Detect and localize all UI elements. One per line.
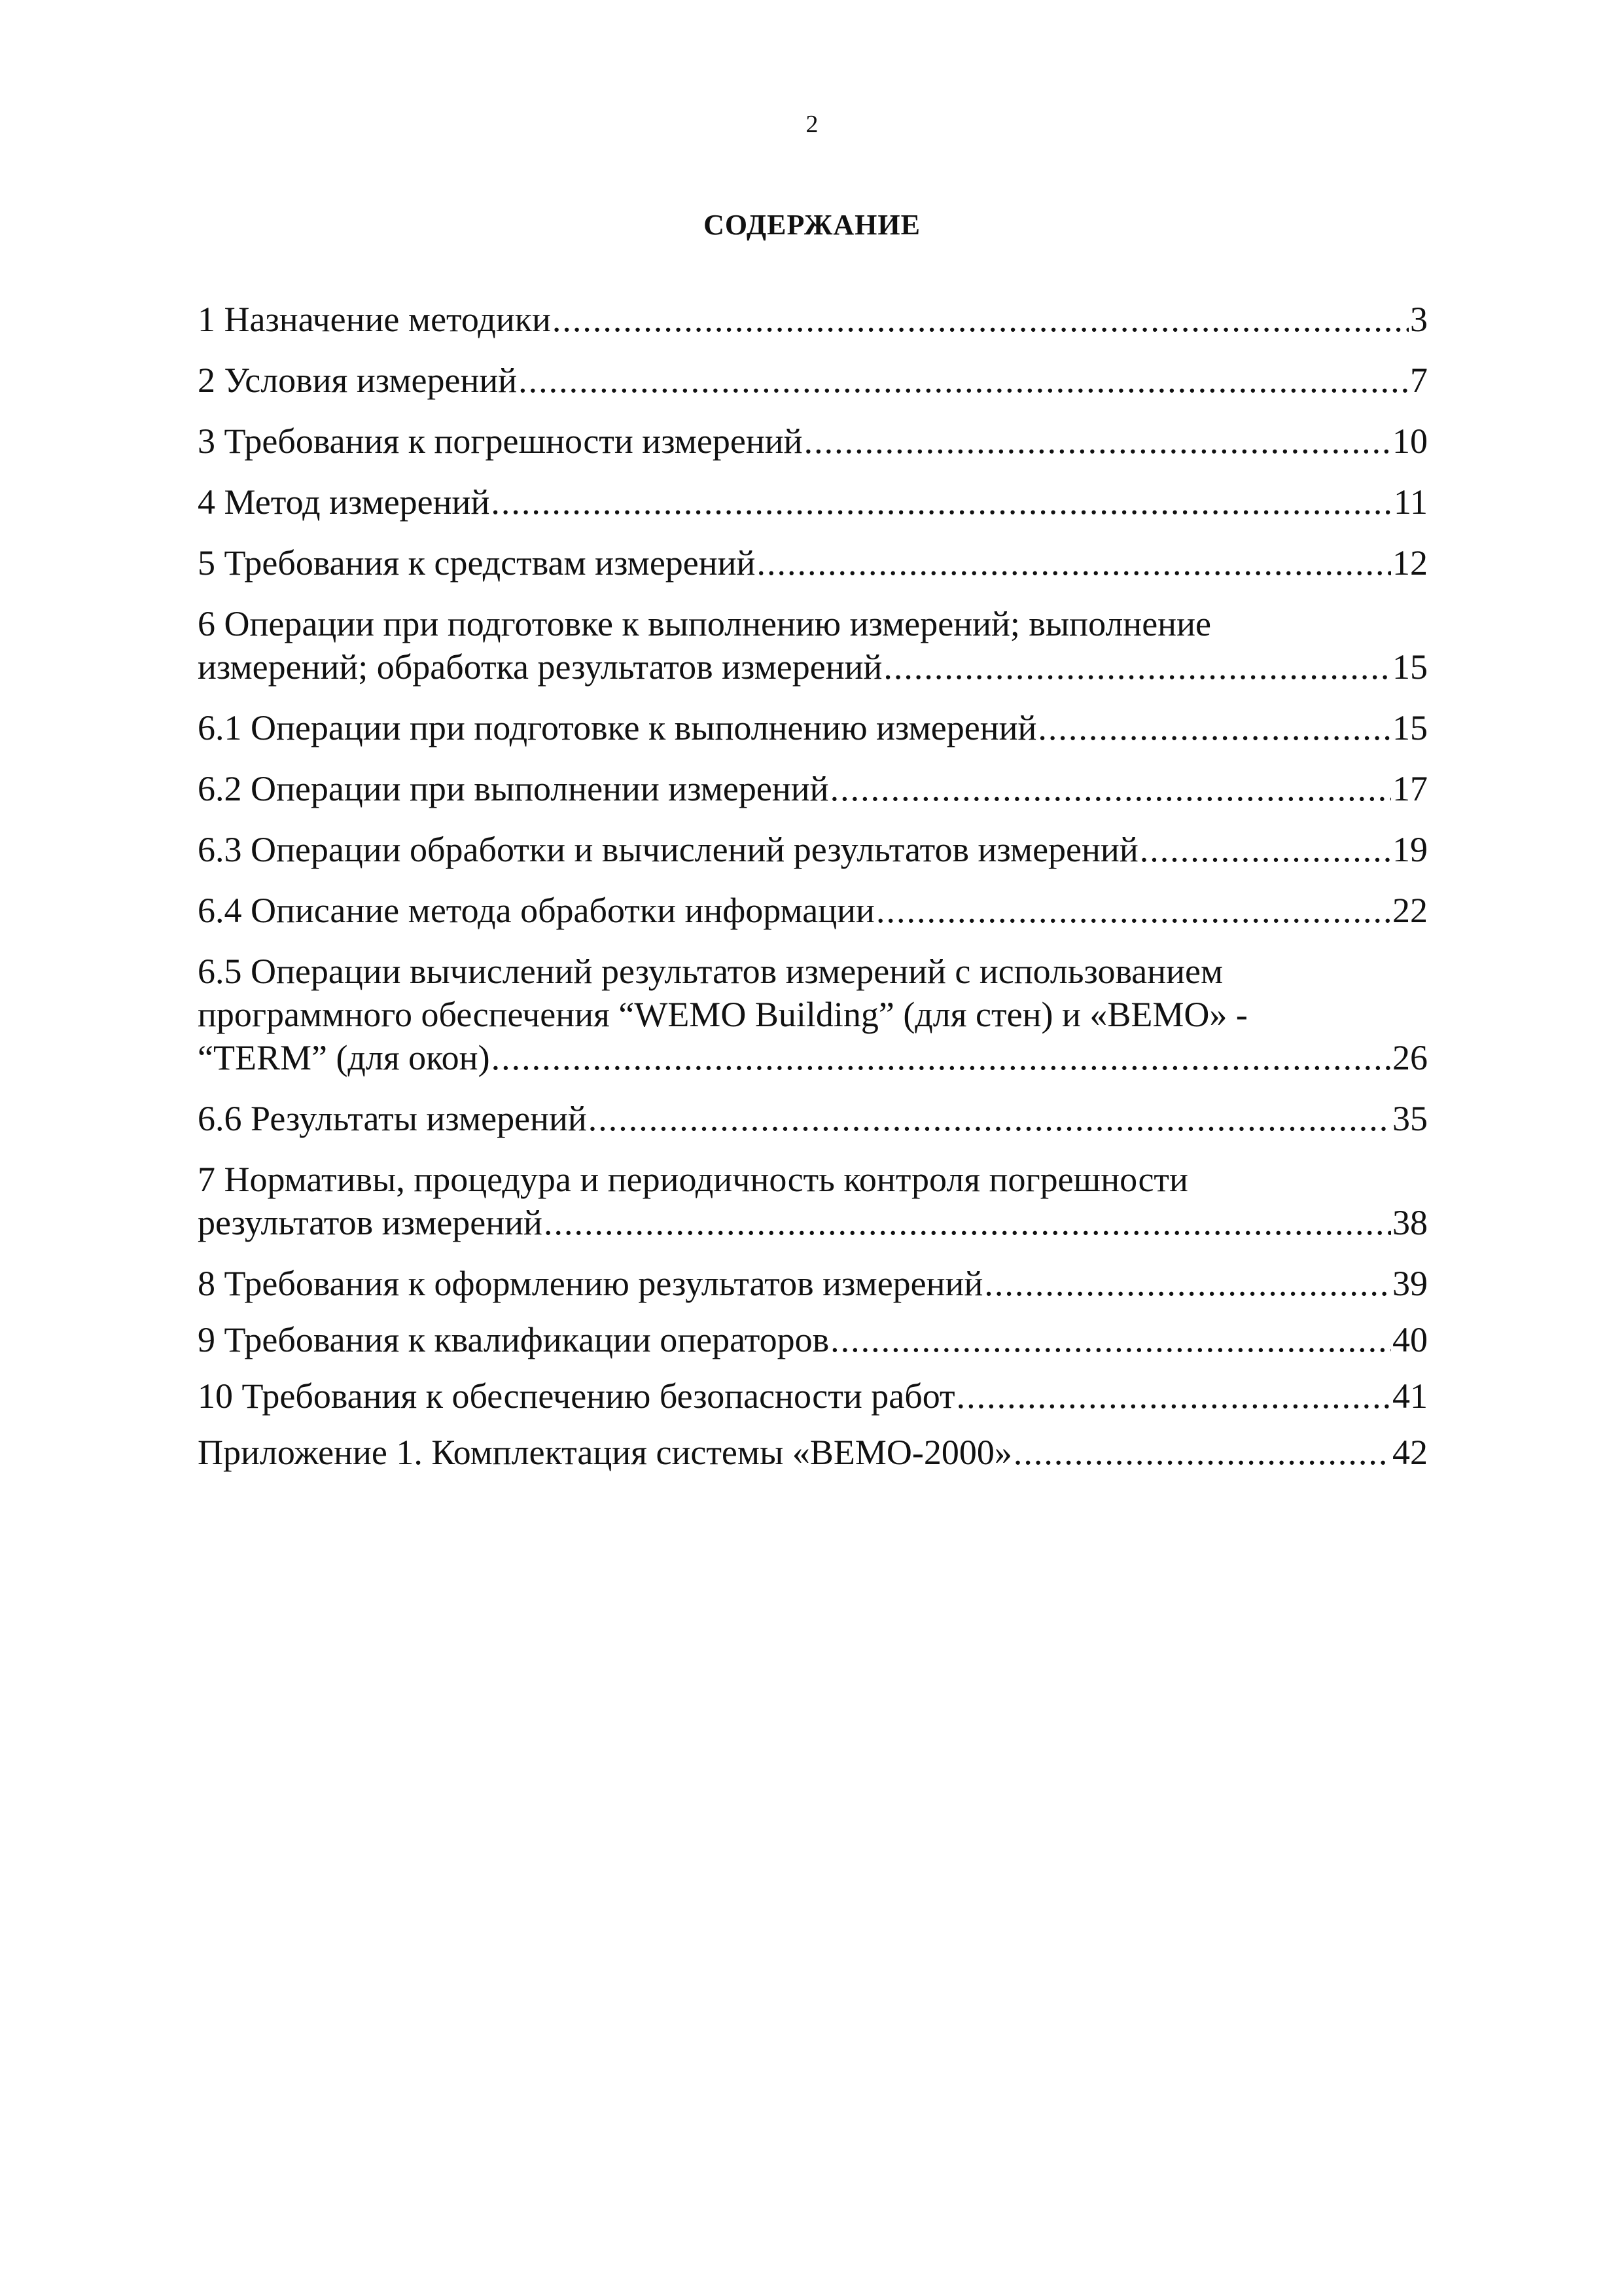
- toc-entry[interactable]: [198, 1158, 1428, 1244]
- toc-page-number: 12: [1392, 543, 1428, 583]
- toc-page-number: 10: [1392, 422, 1428, 461]
- toc-page-number: 3: [1410, 300, 1428, 339]
- toc-entry-title: “TERM” (для окон): [198, 1038, 490, 1077]
- toc-dot-leader: [883, 645, 1391, 689]
- page-number: 2: [805, 111, 819, 138]
- toc-dot-leader: [491, 1036, 1391, 1079]
- toc-entry-line: [198, 767, 1428, 810]
- toc-entry-title: 2 Условия измерений: [198, 361, 518, 400]
- toc-entry-line: [198, 706, 1428, 749]
- toc-entry[interactable]: [198, 602, 1428, 689]
- toc-entry[interactable]: [198, 359, 1428, 402]
- toc-entry[interactable]: [198, 889, 1428, 932]
- toc-entry-title: 10 Требования к обеспечению безопасности работ: [198, 1376, 955, 1416]
- toc-entry[interactable]: [198, 1431, 1428, 1474]
- toc-entry[interactable]: [198, 1097, 1428, 1140]
- toc-dot-leader: [1140, 828, 1391, 871]
- toc-dot-leader: [804, 420, 1391, 463]
- toc-dot-leader: [544, 1201, 1391, 1244]
- toc-entry-line: [198, 1318, 1428, 1361]
- toc-entry-text-line: 7 Нормативы, процедура и периодичность контроля погрешности: [198, 1160, 1188, 1199]
- toc-entry-title: 6.1 Операции при подготовке к выполнению измерений: [198, 708, 1037, 747]
- toc-entry-text-line: 6 Операции при подготовке к выполнению измерений; выполнение: [198, 604, 1211, 643]
- toc-dot-leader: [588, 1097, 1391, 1140]
- toc-entry[interactable]: [198, 1262, 1428, 1305]
- toc-entry-text-line: 6.5 Операции вычислений результатов измерений с использованием: [198, 952, 1224, 991]
- toc-entry-title: Приложение 1. Комплектация системы «BEMO-2000»: [198, 1433, 1012, 1472]
- toc-entry-title: результатов измерений: [198, 1203, 542, 1242]
- toc-dot-leader: [491, 480, 1392, 524]
- toc-entry-line: [198, 1201, 1428, 1244]
- toc-dot-leader: [830, 767, 1391, 810]
- toc-dot-leader: [957, 1374, 1391, 1418]
- toc-page-number: 22: [1392, 891, 1428, 930]
- toc-entry[interactable]: [198, 480, 1428, 524]
- toc-entry-title: 6.3 Операции обработки и вычислений результатов измерений: [198, 830, 1139, 869]
- toc-entry-line: [198, 828, 1428, 871]
- toc-entry-line: [198, 298, 1428, 341]
- toc-entry[interactable]: [198, 541, 1428, 584]
- toc-page-number: 17: [1392, 769, 1428, 808]
- toc-dot-leader: [518, 359, 1409, 402]
- toc-entry-title: 6.6 Результаты измерений: [198, 1099, 587, 1138]
- toc-dot-leader: [984, 1262, 1391, 1305]
- toc-dot-leader: [1014, 1431, 1391, 1474]
- toc-page-number: 15: [1392, 708, 1428, 747]
- toc-entry-line: [198, 420, 1428, 463]
- toc-entry-title: 9 Требования к квалификации операторов: [198, 1320, 830, 1359]
- toc-page-number: 11: [1394, 482, 1428, 522]
- toc-page-number: 42: [1392, 1433, 1428, 1472]
- toc-dot-leader: [552, 298, 1409, 341]
- toc-page-number: 15: [1392, 647, 1428, 687]
- toc-title: СОДЕРЖАНИЕ: [703, 209, 921, 241]
- toc-entry[interactable]: [198, 706, 1428, 749]
- toc-entry-title: 5 Требования к средствам измерений: [198, 543, 756, 583]
- toc-entry-title: 3 Требования к погрешности измерений: [198, 422, 803, 461]
- toc-entry[interactable]: [198, 298, 1428, 341]
- toc-entry-title: 4 Метод измерений: [198, 482, 490, 522]
- toc-page-number: 41: [1392, 1376, 1428, 1416]
- toc-entry[interactable]: [198, 1374, 1428, 1418]
- toc-entry-line: [198, 1036, 1428, 1079]
- table-of-contents: [198, 298, 1428, 1474]
- toc-page-number: 35: [1392, 1099, 1428, 1138]
- toc-dot-leader: [1038, 706, 1391, 749]
- toc-dot-leader: [830, 1318, 1391, 1361]
- toc-entry[interactable]: [198, 420, 1428, 463]
- toc-entry-title: 1 Назначение методики: [198, 300, 551, 339]
- toc-entry-title: 6.4 Описание метода обработки информации: [198, 891, 875, 930]
- toc-page-number: 38: [1392, 1203, 1428, 1242]
- toc-entry-title: 8 Требования к оформлению результатов измерений: [198, 1264, 983, 1303]
- toc-dot-leader: [876, 889, 1391, 932]
- toc-entry-line: [198, 1097, 1428, 1140]
- toc-entry[interactable]: [198, 950, 1428, 1079]
- toc-dot-leader: [756, 541, 1391, 584]
- toc-entry-line: [198, 359, 1428, 402]
- toc-entry-line: [198, 480, 1428, 524]
- toc-page-number: 40: [1392, 1320, 1428, 1359]
- toc-entry-line: [198, 889, 1428, 932]
- toc-entry-line: [198, 1374, 1428, 1418]
- toc-entry-title: измерений; обработка результатов измерений: [198, 647, 883, 687]
- toc-entry[interactable]: [198, 828, 1428, 871]
- toc-entry-line: [198, 1262, 1428, 1305]
- toc-entry-line: [198, 541, 1428, 584]
- toc-page-number: 39: [1392, 1264, 1428, 1303]
- toc-page-number: 7: [1410, 361, 1428, 400]
- toc-page-number: 26: [1392, 1038, 1428, 1077]
- toc-entry-title: 6.2 Операции при выполнении измерений: [198, 769, 829, 808]
- toc-entry-line: [198, 645, 1428, 689]
- toc-entry-text-line: программного обеспечения “WEMO Building” (для стен) и «BEMO» -: [198, 995, 1248, 1034]
- toc-entry[interactable]: [198, 767, 1428, 810]
- toc-entry-line: [198, 1431, 1428, 1474]
- toc-page-number: 19: [1392, 830, 1428, 869]
- toc-entry[interactable]: [198, 1318, 1428, 1361]
